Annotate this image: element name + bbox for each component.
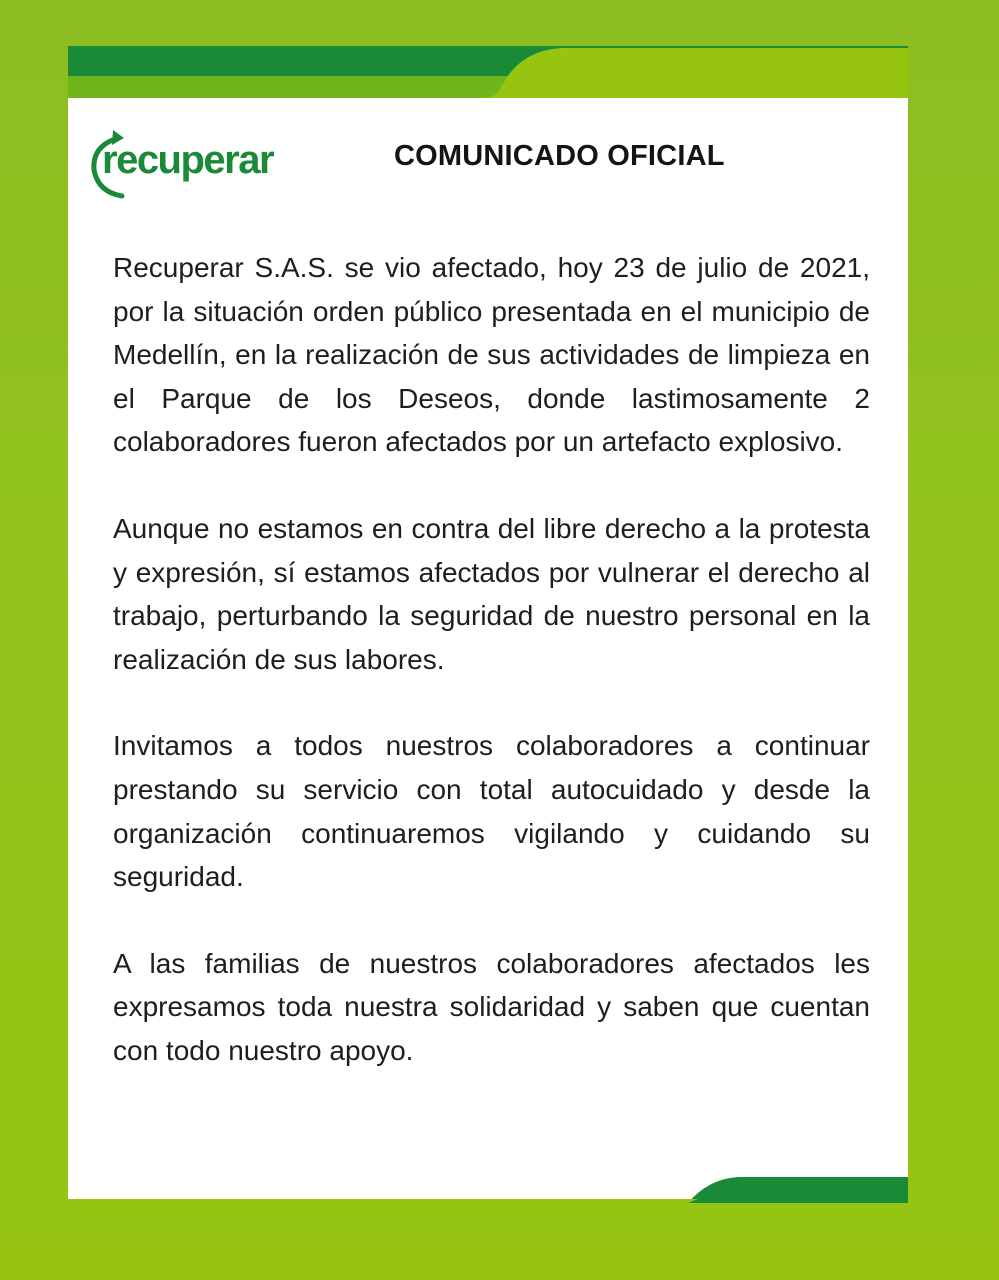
paragraph: Invitamos a todos nuestros colaboradores a continuar prestando su servicio con total autocuidado y desde la organización continuaremos vigilando y cuidando su seguridad. bbox=[113, 730, 870, 893]
top-decorative-banner bbox=[68, 46, 908, 106]
logo-wordmark: recuperar bbox=[102, 138, 274, 182]
recuperar-logo bbox=[88, 124, 298, 204]
paragraph: Recuperar S.A.S. se vio afectado, hoy 23 de julio de 2021, por la situación orden público presentada en el municipio de Medellín, en la realización de sus actividades de limpieza en el Parque de los Deseos, donde lastimosamente 2 colaboradores fueron afectados por un artefacto explosivo. bbox=[113, 252, 870, 458]
communique-card bbox=[68, 46, 908, 1203]
bottom-decorative-banner bbox=[68, 1163, 908, 1203]
communique-body bbox=[113, 246, 870, 1073]
paragraph: Aunque no estamos en contra del libre derecho a la protesta y expresión, sí estamos afectados por vulnerar el derecho al trabajo, perturbando la seguridad de nuestro personal en la realización de sus labores. bbox=[113, 512, 870, 675]
paragraph: A las familias de nuestros colaboradores afectados les expresamos toda nuestra solidaridad y saben que cuentan con todo nuestro apoyo. bbox=[113, 947, 870, 1066]
document-title: COMUNICADO OFICIAL bbox=[394, 140, 725, 172]
